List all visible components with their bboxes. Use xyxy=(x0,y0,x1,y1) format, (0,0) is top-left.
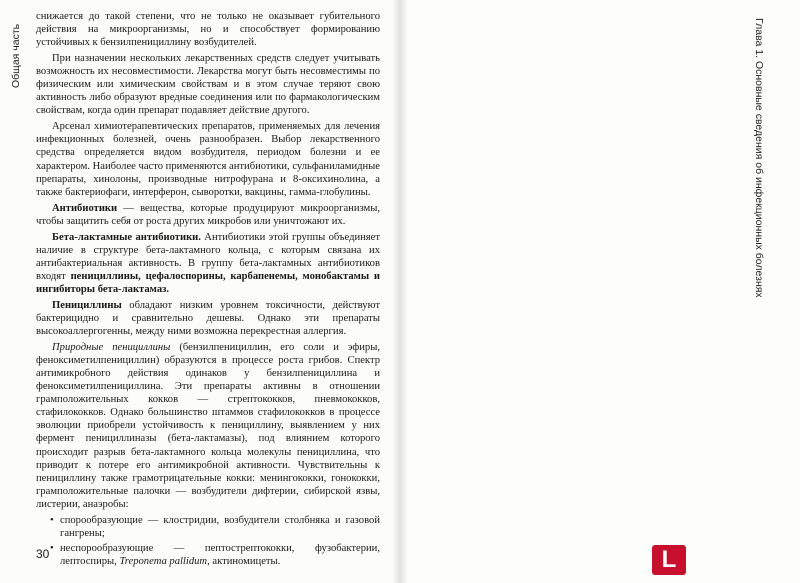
list-item: • спорообразующие — клостридии, возбудители столбняка и газовой гангрены; xyxy=(52,514,380,540)
paragraph: При назначении нескольких лекарственных средств следует учитывать возможность их несовместимости. Лекарства могут быть несовместимы по физическим или химическим свойствам и в этом случае теряют свою активность либо образуют вредные соединения или по фармакологическим свойствам, когда один препарат подавляет действие другого. xyxy=(36,53,380,117)
term-italic: Природные пенициллины xyxy=(52,342,171,354)
term-bold: Пенициллины xyxy=(52,299,122,311)
term-bold: пенициллины, цефалоспорины, карбапенемы, монобактамы и ингибиторы бета-лактамаз. xyxy=(36,270,380,295)
list-item: • неспорообразующие — пептострептококки, фузобактерии, лептоспиры, Treponema pallidum, актиномицеты. xyxy=(52,542,380,568)
paragraph: Пенициллины обладают низким уровнем токсичности, действуют бактерицидно и сравнительно дешевы. Однако эти препараты высокоаллергогенны, между ними возможна перекрестная аллергия. xyxy=(36,299,380,338)
publisher-logo: L xyxy=(652,545,686,575)
paragraph: Антибиотики — вещества, которые продуцируют микроорганизмы, чтобы защитить себя от роста других микробов или уничтожают их. xyxy=(36,202,380,227)
left-text-column xyxy=(36,10,380,570)
term-bold: Антибиотики xyxy=(52,202,118,214)
bullet-list xyxy=(36,514,380,568)
term-bold: Бета-лактамные антибиотики. xyxy=(52,231,201,243)
running-header-right: Глава 1. Основные сведения об инфекционных болезнях xyxy=(753,18,765,298)
book-gutter-shadow xyxy=(392,0,408,583)
page-number-left: 30 xyxy=(36,547,50,561)
paragraph: Арсенал химиотерапевтических препаратов, применяемых для лечения инфекционных болезней, очень разнообразен. Выбор лекарственного средства определяется видом возбудителя, периодом болезни и ее характером. Наиболее часто применяются антибиотики, сульфаниламидные препараты, хинолоны, производные нитрофурана и 8-оксихинолина, а также бактериофаги, интерферон, сыворотки, вакцины, гамма-глобулины. xyxy=(36,121,380,198)
paragraph: Природные пенициллины (бензилпенициллин, его соли и эфиры, феноксиметилпенициллин) образуются в процессе роста грибов. Спектр антимикробного действия одинаков у бензилпенициллина и феноксиметилпенициллина. Эти препараты активны в отношении грамположительных кокков — стрептококков, пневмококков, стафилококков. Однако большинство штаммов стафилококков в процессе эволюции приобрели устойчивость к пенициллину, выявлением у них фермент пенициллиназы (бета-лактамазы), под влиянием которого происходит разрыв бета-лактамного кольца молекулы пенициллина, что приводит к потере его антимикробной активности. Чувствительны к пенициллину также грамотрицательные кокки: менингококки, гонококки, грамположительные палочки — возбудители дифтерии, сибирской язвы, листерии, анаэробы: xyxy=(36,342,380,510)
running-header-left: Общая часть xyxy=(10,23,22,88)
right-page xyxy=(400,0,800,583)
paragraph: снижается до такой степени, что не только не оказывает губительного действия на микроорганизмы, но и способствует формированию устойчивых к бензилпенициллину возбудителей. xyxy=(36,11,380,49)
paragraph: Бета-лактамные антибиотики. Антибиотики этой группы объединяет наличие в структуре бета-лактамного кольца, с которым связана их антибактериальная активность. В группу бета-лактамных антибиотиков входят пенициллины, цефалоспорины, карбапенемы, монобактамы и ингибиторы бета-лактамаз. xyxy=(36,231,380,295)
